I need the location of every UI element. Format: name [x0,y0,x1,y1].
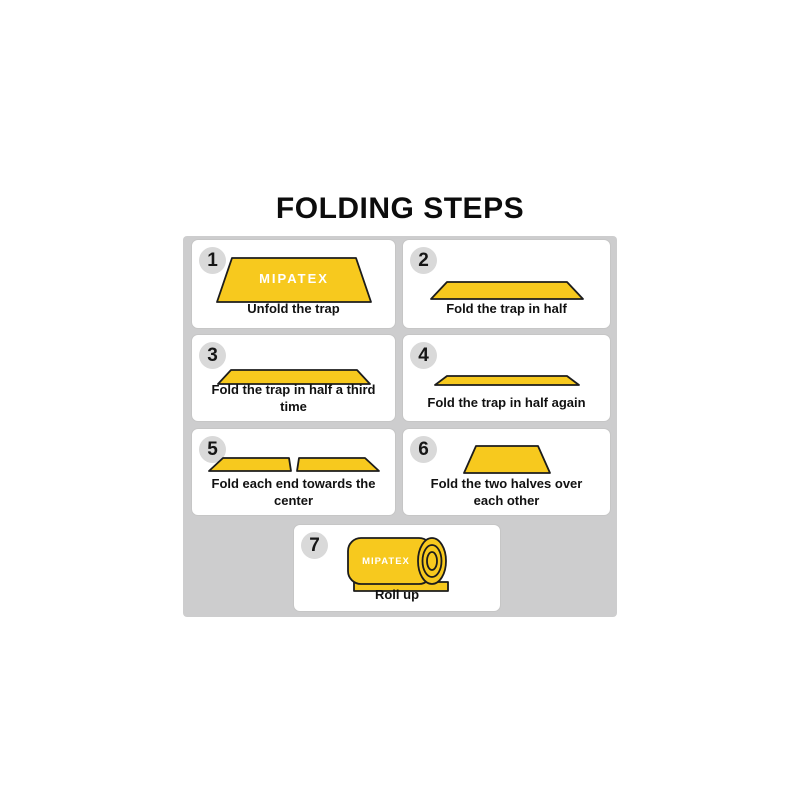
tarp-folded-again-shape [412,374,602,387]
step-card-2 [402,239,611,329]
step-number-7: 7 [309,534,320,556]
tarp-folded-half-shape [412,278,602,302]
step-number-1: 1 [207,249,218,271]
tarp-unfolded-shape [199,256,389,304]
step-number-3: 3 [207,344,218,366]
step-caption-1: Unfold the trap [247,301,340,317]
step-caption-6: Fold the two halves over each other [430,475,583,509]
page-title: FOLDING STEPS [275,192,525,225]
step-card-5 [191,428,396,516]
step-card-3 [191,334,396,422]
step-caption-7: Roll up [374,587,420,603]
step-number-2: 2 [418,249,429,271]
brand-label-roll: MIPATEX [362,556,410,567]
step-caption-3: Fold the trap in half a third time [211,381,376,415]
brand-label-tarp: MIPATEX [258,271,329,286]
step-number-badge-2 [410,247,437,274]
step-caption-5: Fold each end towards the center [211,475,376,509]
step-caption-4: Fold the trap in half again [427,395,586,411]
step-number-6: 6 [418,438,429,460]
steps-board [183,236,617,617]
step-caption-2: Fold the trap in half [446,301,567,317]
step-card-1 [191,239,396,329]
step-card-4 [402,334,611,422]
tarp-halves-folded-shape [412,444,602,475]
step-card-6 [402,428,611,516]
step-number-4: 4 [418,344,429,366]
step-number-badge-3 [199,342,226,369]
step-card-7 [293,524,501,612]
tarp-ends-folded-shape [199,455,389,474]
step-number-5: 5 [207,438,218,460]
step-number-badge-4 [410,342,437,369]
